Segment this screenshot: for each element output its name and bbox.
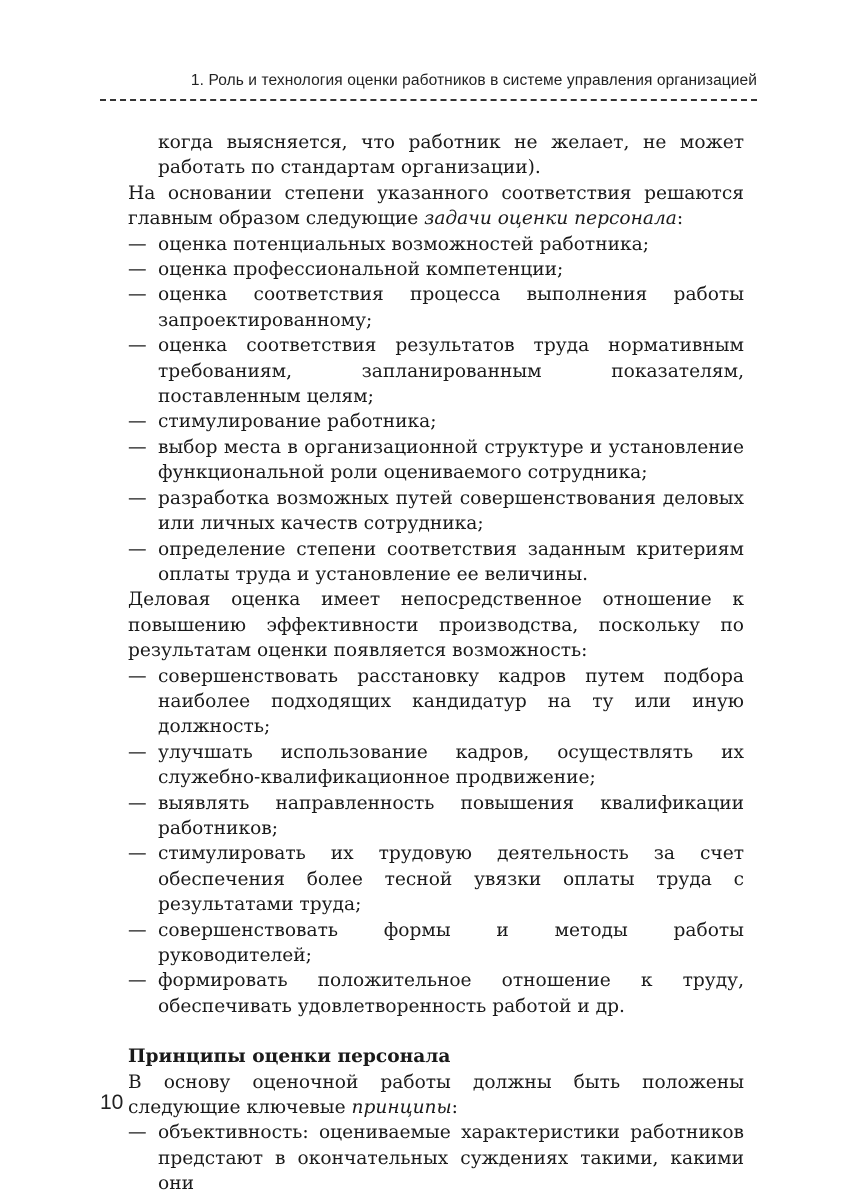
list-item-text: формировать положительное отношение к труду, обеспечивать удовлетворенность работой и др. <box>158 970 744 1017</box>
list-item-text: оценка потенциальных возможностей работника; <box>158 233 649 255</box>
list-item <box>128 791 744 842</box>
opportunities-list <box>128 664 744 1020</box>
dash-marker: — <box>128 538 147 560</box>
list-item <box>128 664 744 740</box>
paragraph-principles-intro <box>128 1070 744 1121</box>
dash-marker: — <box>128 233 147 255</box>
list-item-text: совершенствовать расстановку кадров путем подбора наиболее подходящих кандидатур на ту или иную должность; <box>158 665 744 738</box>
list-item-text: оценка профессиональной компетенции; <box>158 259 564 281</box>
dash-marker: — <box>128 335 147 357</box>
running-header: 1. Роль и технология оценки работников в системе управления организацией <box>190 72 757 89</box>
list-item <box>128 486 744 537</box>
emphasis-text: принципы <box>351 1097 452 1119</box>
list-item <box>128 968 744 1019</box>
list-item-text: объективность: оцениваемые характеристики работников предстают в окончательных суждениях такими, какими они <box>158 1122 744 1195</box>
dash-marker: — <box>128 970 147 992</box>
list-item-text: стимулирование работника; <box>158 411 437 433</box>
list-item <box>128 1120 744 1196</box>
list-item <box>128 918 744 969</box>
page-number: 10 <box>100 1091 124 1114</box>
list-item <box>128 537 744 588</box>
paragraph-text: На основании степени указанного соответствия решаются главным образом следующие <box>128 182 744 230</box>
emphasis-text: задачи оценки персонала <box>424 208 677 230</box>
list-item <box>128 435 744 486</box>
dash-marker: — <box>128 665 147 687</box>
paragraph-text: В основу оценочной работы должны быть положены следующие ключевые <box>128 1071 744 1119</box>
list-item-text: стимулировать их трудовую деятельность за счет обеспечения более тесной увязки оплаты труда с результатами труда; <box>158 843 744 916</box>
paragraph-tasks-intro <box>128 181 744 232</box>
dash-marker: — <box>128 259 147 281</box>
tasks-list <box>128 232 744 588</box>
dash-marker: — <box>128 436 147 458</box>
list-item <box>128 282 744 333</box>
dash-marker: — <box>128 487 147 509</box>
continuation-text: когда выясняется, что работник не желает, не может работать по стандартам организации). <box>158 132 744 179</box>
list-item-text: определение степени соответствия заданным критериям оплаты труда и установление ее величины. <box>158 538 744 585</box>
section-heading: Принципы оценки персонала <box>128 1046 451 1068</box>
list-item <box>128 232 744 257</box>
list-item <box>128 740 744 791</box>
list-item-text: разработка возможных путей совершенствования деловых или личных качеств сотрудника; <box>158 487 744 535</box>
dash-marker: — <box>128 411 147 433</box>
list-item-text: улучшать использование кадров, осуществлять их служебно-квалификационное продвижение; <box>158 741 744 789</box>
list-item-text: оценка соответствия результатов труда нормативным требованиям, запланированным показателям, поставленным целям; <box>158 335 744 408</box>
dash-marker: — <box>128 792 147 814</box>
paragraph-opportunities-intro: Деловая оценка имеет непосредственное отношение к повышению эффективности производства, поскольку по результатам оценки появляется возможность: <box>128 589 744 662</box>
paragraph-text-end: : <box>676 208 684 230</box>
list-item <box>128 409 744 434</box>
dash-marker: — <box>128 741 147 763</box>
paragraph-text-end: : <box>451 1097 458 1119</box>
page-body <box>128 130 744 1197</box>
list-item <box>128 257 744 282</box>
list-item <box>128 333 744 409</box>
dash-marker: — <box>128 843 147 865</box>
dash-marker: — <box>128 1122 147 1144</box>
list-item <box>128 841 744 917</box>
section-spacer <box>128 1019 744 1044</box>
list-item-text: выбор места в организационной структуре и установление функциональной роли оцениваемого сотрудника; <box>158 436 744 484</box>
dash-marker: — <box>128 919 147 941</box>
header-divider <box>100 99 757 101</box>
dash-marker: — <box>128 284 147 306</box>
list-item-text: совершенствовать формы и методы работы руководителей; <box>158 919 744 966</box>
list-item-text: оценка соответствия процесса выполнения работы запроектированному; <box>158 284 744 331</box>
list-item-text: выявлять направленность повышения квалификации работников; <box>158 792 744 839</box>
principles-list <box>128 1120 744 1196</box>
